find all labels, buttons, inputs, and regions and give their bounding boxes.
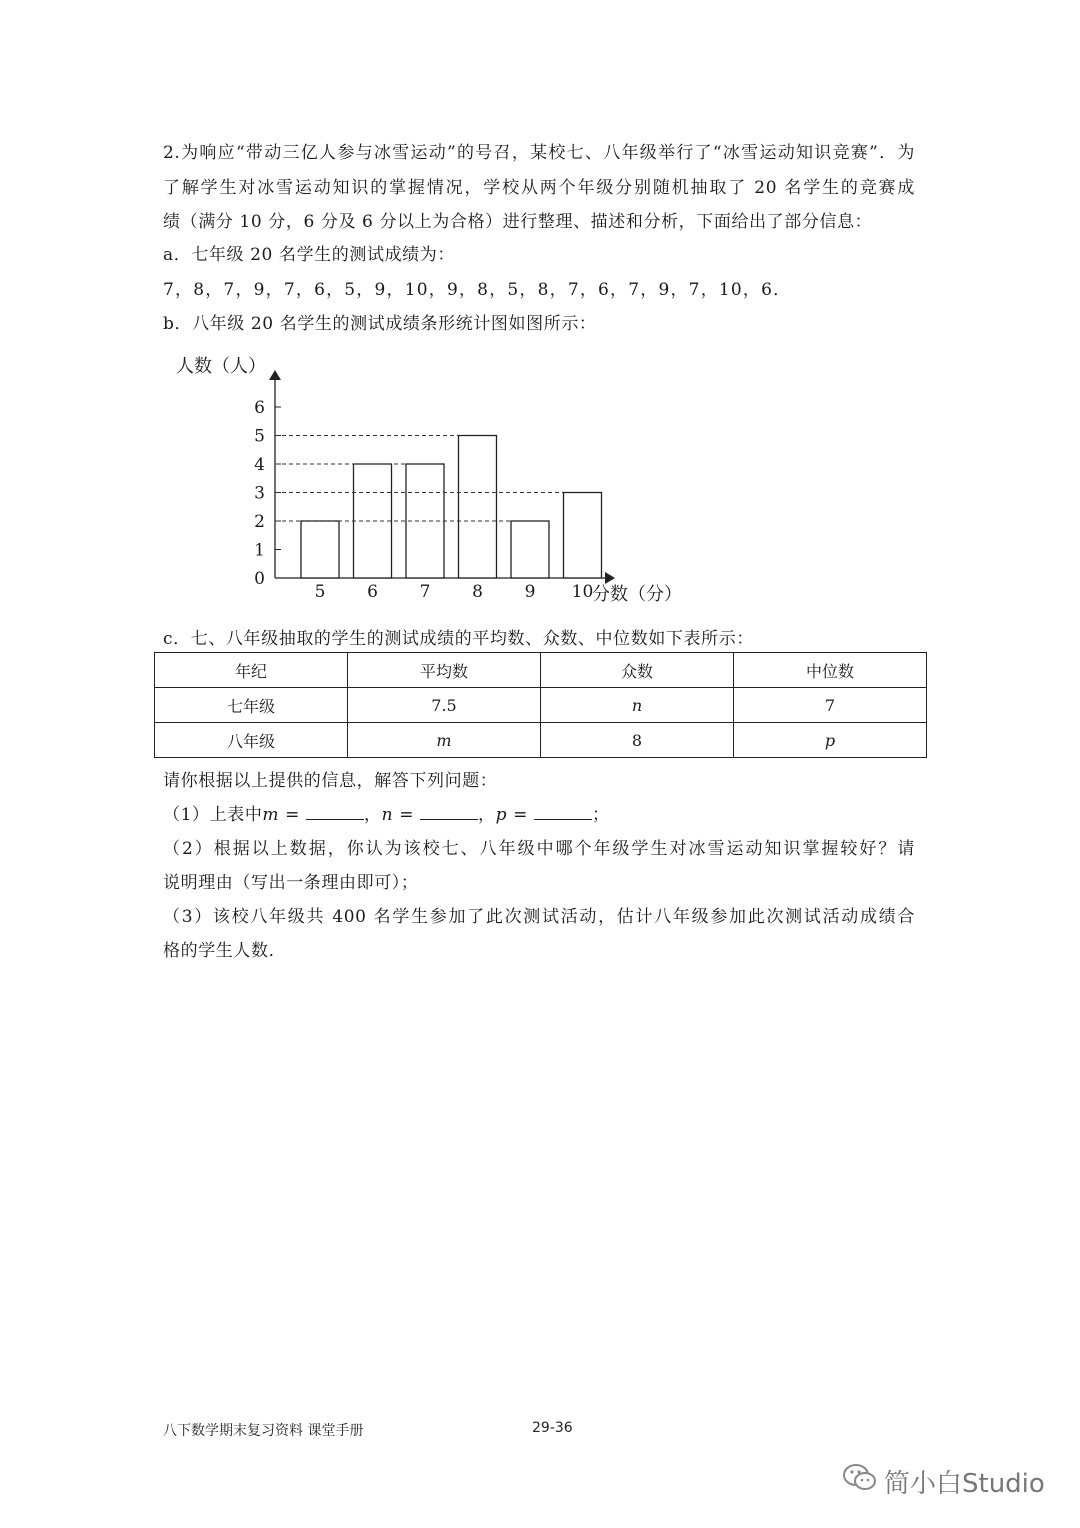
stats-table [154, 652, 927, 758]
bar [301, 521, 339, 578]
table-row [155, 723, 927, 758]
footer-title: 八下数学期末复习资料 课堂手册 [163, 1423, 364, 1439]
y-tick-label: 4 [254, 455, 265, 475]
bar [564, 493, 602, 579]
x-axis-arrow [605, 572, 615, 584]
table-cell: 七年级 [155, 688, 348, 723]
wechat-icon [842, 1462, 878, 1501]
q1-p-blank[interactable] [534, 805, 592, 820]
question-3-line-1: （3）该校八年级共 400 名学生参加了此次测试活动，估计八年级参加此次测试活动成绩合 [163, 907, 915, 927]
x-tick-label: 7 [419, 582, 431, 602]
y-tick-label: 1 [254, 540, 265, 561]
table-header-cell: 平均数 [348, 653, 541, 688]
problem-intro-line-3: 绩（满分 10 分，6 分及 6 分以上为合格）进行整理、描述和分析，下面给出了部分信息： [163, 212, 873, 232]
part-a-label: a．七年级 20 名学生的测试成绩为： [163, 245, 455, 265]
x-axis-title: 分数（分） [592, 584, 682, 605]
bar-chart [160, 350, 700, 615]
part-b-label: b．八年级 20 名学生的测试成绩条形统计图如图所示： [163, 314, 597, 334]
q1-eq: = [393, 805, 421, 825]
table-header-cell: 年纪 [155, 653, 348, 688]
table-cell: m [348, 723, 541, 758]
bar [511, 521, 549, 578]
q1-m-blank[interactable] [306, 805, 364, 820]
q1-sep: ， [478, 805, 496, 825]
q1-eq: = [279, 805, 307, 825]
q1-p-var: p [495, 805, 508, 825]
y-axis-title: 人数（人） [176, 356, 266, 377]
part-a-scores: 7，8，7，9，7，6，5，9，10，9，8，5，8，7，6，7，9，7，10，6． [163, 280, 792, 300]
x-tick-label: 9 [524, 582, 536, 602]
q1-sep: ， [364, 805, 382, 825]
question-1 [163, 800, 610, 825]
questions-prompt: 请你根据以上提供的信息，解答下列问题： [163, 771, 498, 791]
table-cell: p [734, 723, 927, 758]
q1-prefix: （1）上表中 [163, 805, 263, 825]
table-header-cell: 众数 [541, 653, 734, 688]
x-tick-label: 5 [314, 582, 326, 602]
x-tick-label: 6 [367, 582, 378, 602]
table-cell: 7 [734, 688, 927, 723]
q1-m-var: m [262, 805, 280, 825]
watermark-text: 简小白Studio [884, 1469, 1045, 1499]
q1-eq: = [507, 805, 534, 825]
watermark [842, 1462, 1045, 1501]
table-cell: 八年级 [155, 723, 348, 758]
footer-page-number: 29-36 [532, 1420, 573, 1436]
y-tick-label: 6 [254, 398, 265, 418]
problem-intro-line-2: 了解学生对冰雪运动知识的掌握情况，学校从两个年级分别随机抽取了 20 名学生的竞赛成 [163, 178, 915, 198]
question-3-line-2: 格的学生人数． [163, 941, 287, 961]
q1-n-blank[interactable] [420, 805, 478, 820]
table-cell: n [541, 688, 734, 723]
bar [459, 436, 497, 579]
table-cell: 8 [541, 723, 734, 758]
q1-n-var: n [381, 805, 394, 825]
x-tick-label: 10 [571, 582, 594, 602]
y-tick-label: 5 [254, 426, 265, 447]
q1-end: ； [592, 805, 610, 825]
table-row [155, 688, 927, 723]
table-header-cell: 中位数 [734, 653, 927, 688]
question-2-line-1: （2）根据以上数据，你认为该校七、八年级中哪个年级学生对冰雪运动知识掌握较好？请 [163, 839, 915, 859]
table-cell: 7.5 [348, 688, 541, 723]
x-tick-label: 8 [472, 582, 483, 602]
table-header-row [155, 653, 927, 688]
y-axis-arrow [269, 370, 281, 380]
y-tick-label: 2 [254, 512, 265, 532]
part-c-label: c．七、八年级抽取的学生的测试成绩的平均数、众数、中位数如下表所示： [163, 629, 754, 649]
y-tick-label: 3 [254, 483, 265, 504]
y-tick-label: 0 [254, 569, 265, 589]
problem-intro-line-1: 2.为响应“带动三亿人参与冰雪运动”的号召，某校七、八年级举行了“冰雪运动知识竞赛”．为 [163, 143, 915, 163]
question-2-line-2: 说明理由（写出一条理由即可）； [163, 873, 419, 893]
